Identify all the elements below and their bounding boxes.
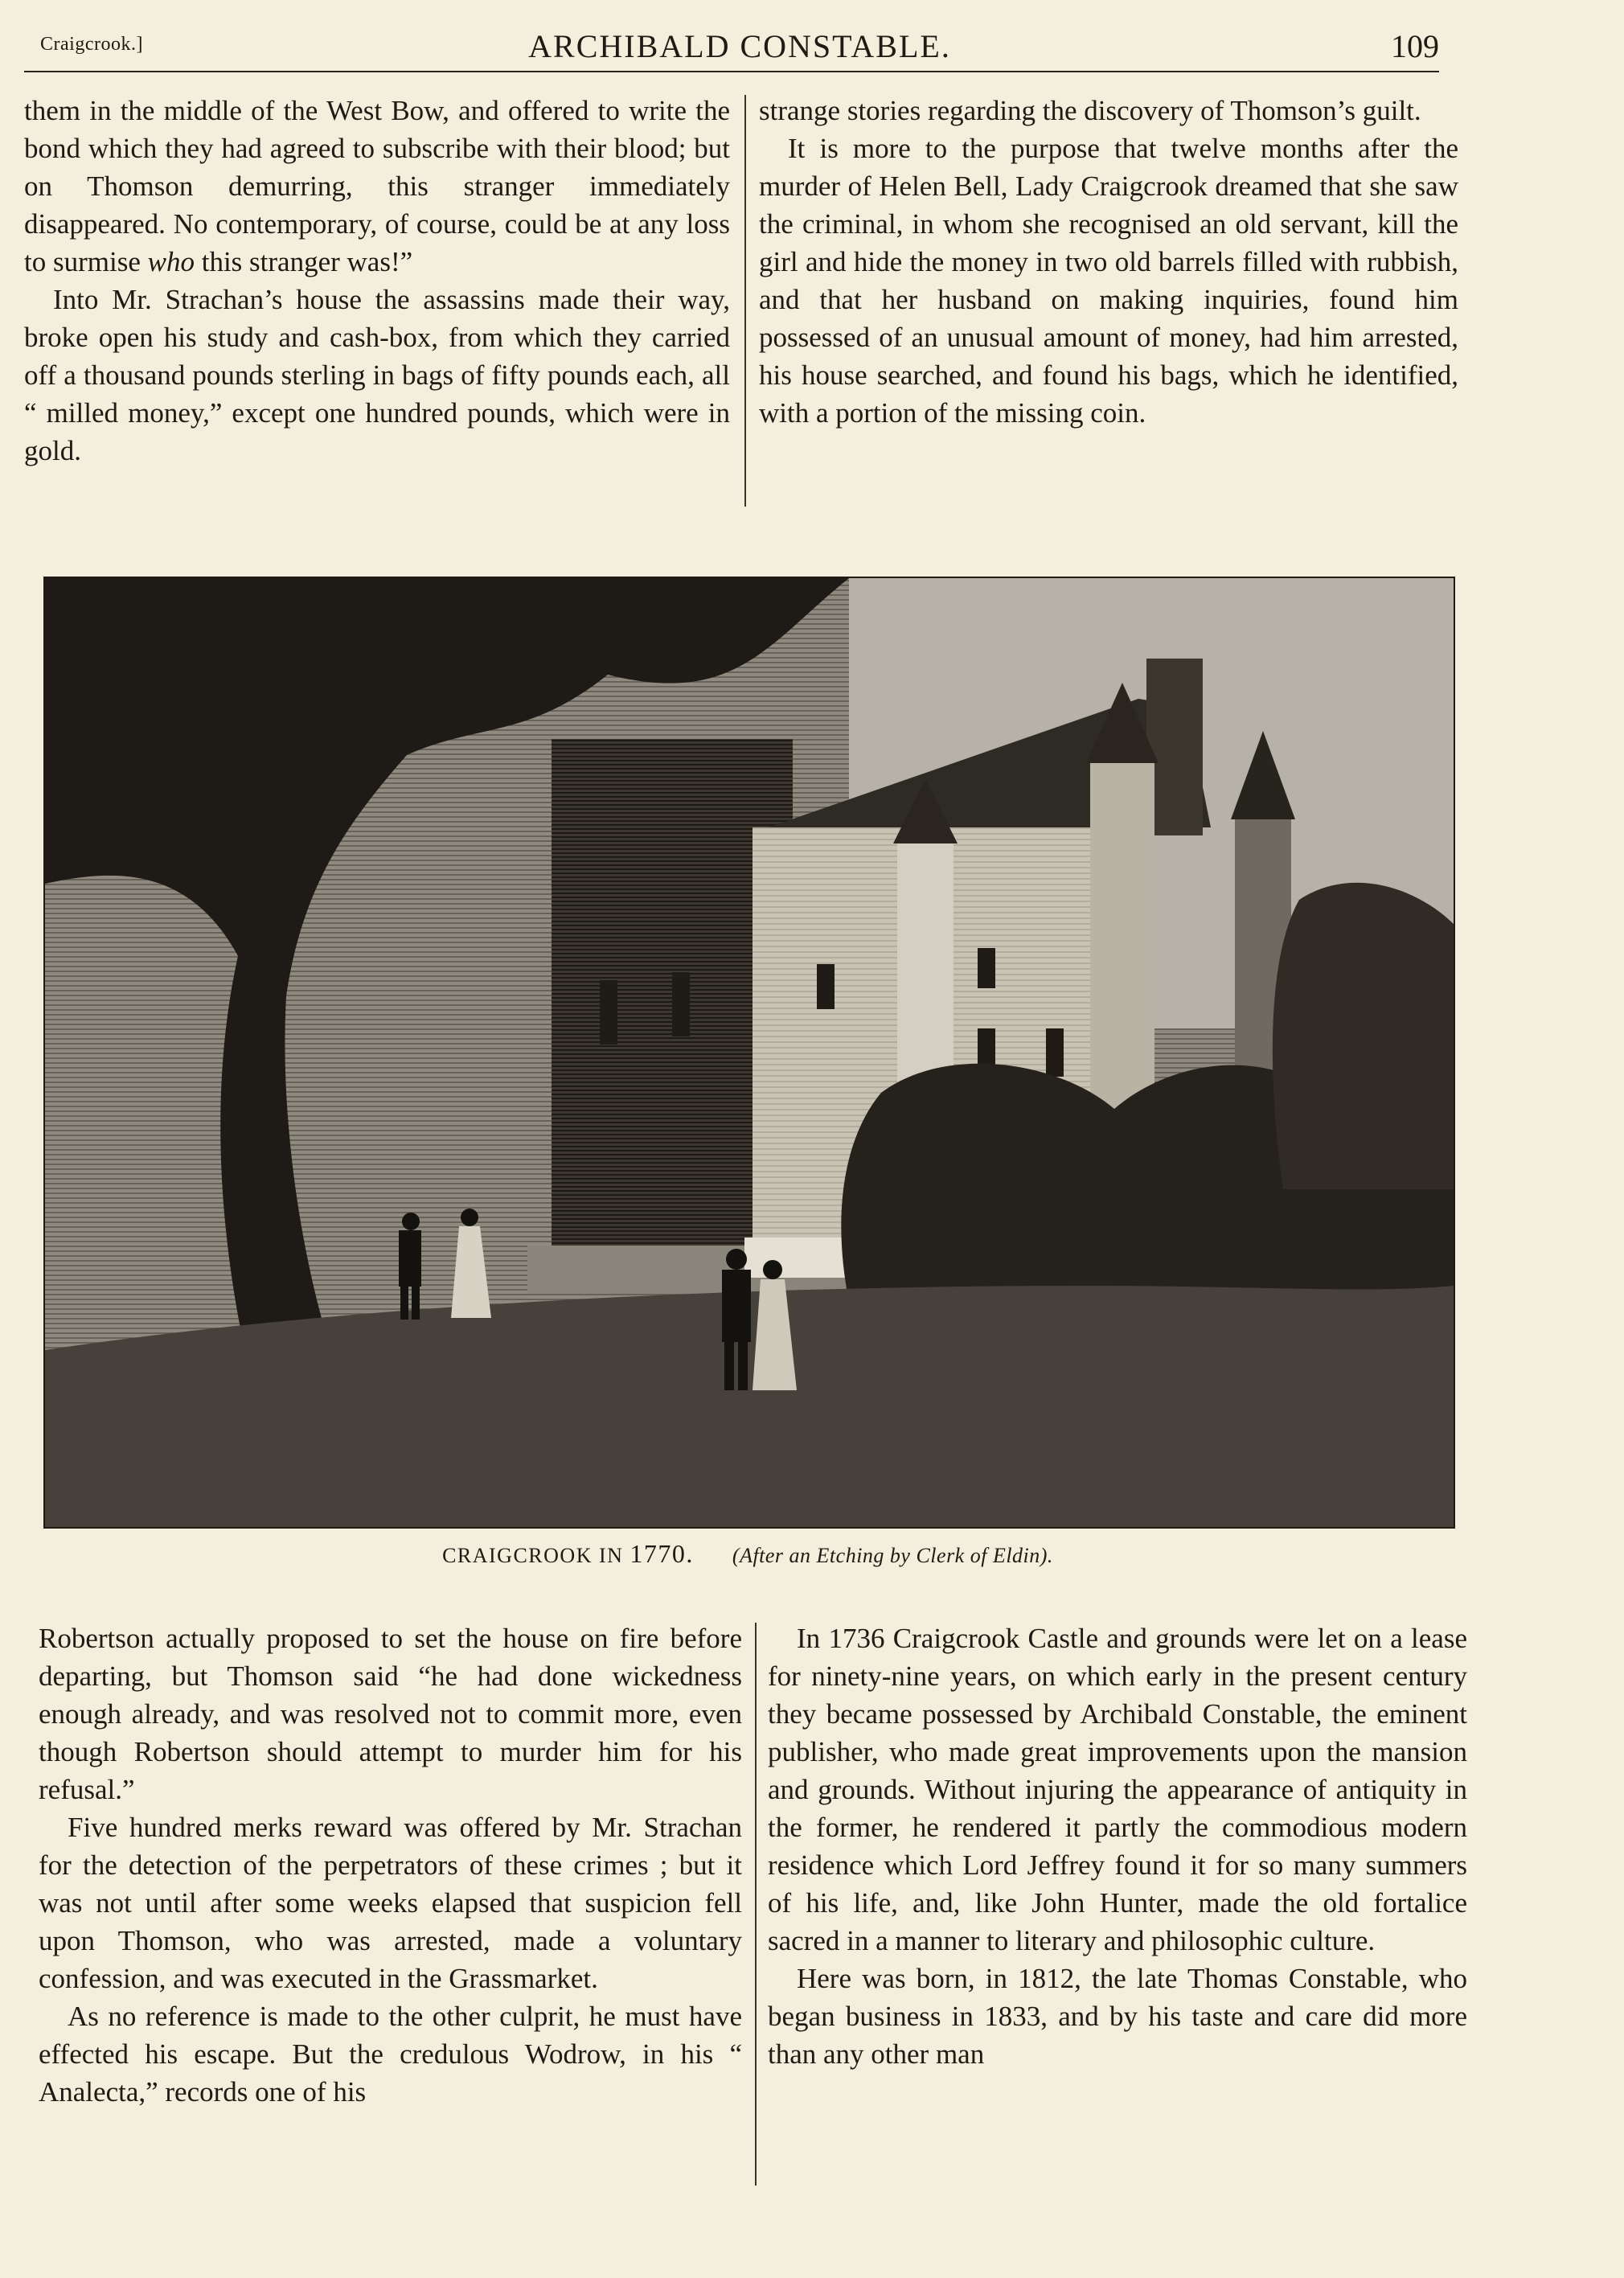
paragraph: In 1736 Craigcrook Castle and grounds were let on a lease for ninety-nine years, on which early in the present century they became possessed by Archibald Constable, the eminent publisher, who made great improvements upon the mansion and grounds. Without injuring the appearance of antiquity in the former, he rendered it partly the commodious modern residence which Lord Jeffrey found it for so many summers of his life, and, like John Hunter, made the old fortalice sacred in a manner to literary and philosophic culture. (768, 1623, 1467, 1956)
header-rule (24, 71, 1439, 72)
caption-year: 1770. (630, 1539, 694, 1568)
paragraph: Into Mr. Strachan’s house the assassins made their way, broke open his study and cash-box, from which they carried off a thousand pounds sterling in bags of fifty pounds each, all “ milled money,” except one hundred pounds, which were in gold. (24, 284, 730, 466)
caption-title: CRAIGCROOK IN (442, 1544, 624, 1567)
bottom-left-column (39, 1619, 742, 2111)
emphasis-text: who (147, 246, 195, 277)
paragraph: Robertson actually proposed to set the house on fire before departing, but Thomson said “he had done wickedness enough already, and was resolved not to commit more, even though Robertson should attempt to murder him for his refusal.” (39, 1623, 742, 1805)
paragraph-text: them in the middle of the West Bow, and offered to write the bond which they had agreed to subscribe with their blood; but on Thomson demurring, this stranger immediately disappeared. No contemporary, of course, could be at any loss to surmise (24, 95, 730, 277)
page-number: 109 (1391, 28, 1439, 64)
paragraph: Here was born, in 1812, the late Thomas Constable, who began business in 1833, and by his taste and care did more than any other man (768, 1963, 1467, 2070)
top-right-column (759, 92, 1458, 432)
paragraph-text: this stranger was!” (194, 246, 413, 277)
paragraph: As no reference is made to the other culprit, he must have effected his escape. But the credulous Wodrow, in his “ Analecta,” records one of his (39, 2001, 742, 2108)
engraving-illustration (45, 578, 1454, 1527)
column-divider (744, 95, 746, 507)
page-title: ARCHIBALD CONSTABLE. (528, 28, 951, 64)
bottom-right-column (768, 1619, 1467, 2073)
top-left-column (24, 92, 730, 470)
paragraph: It is more to the purpose that twelve months after the murder of Helen Bell, Lady Craigcrook dreamed that she saw the criminal, in whom she recognised an old servant, kill the girl and hide the money in two old barrels filled with rubbish, and that her husband on making inquiries, found him possessed of an unusual amount of money, had him arrested, his house searched, and found his bags, which he identified, with a portion of the missing coin. (759, 133, 1458, 429)
paragraph (24, 92, 730, 281)
column-divider (755, 1623, 757, 2186)
figure-caption (43, 1539, 1452, 1569)
paragraph: Five hundred merks reward was offered by Mr. Strachan for the detection of the perpetrators of these crimes ; but it was not until after some weeks elapsed that suspicion fell upon Thomson, who was arrested, made a voluntary confession, and was executed in the Grassmarket. (39, 1812, 742, 1994)
page-header (40, 27, 1439, 76)
running-head: Craigcrook.] (40, 34, 143, 55)
caption-credit: (After an Etching by Clerk of Eldin). (732, 1544, 1053, 1567)
paragraph: strange stories regarding the discovery of Thomson’s guilt. (759, 95, 1421, 126)
craigcrook-engraving (43, 577, 1455, 1529)
